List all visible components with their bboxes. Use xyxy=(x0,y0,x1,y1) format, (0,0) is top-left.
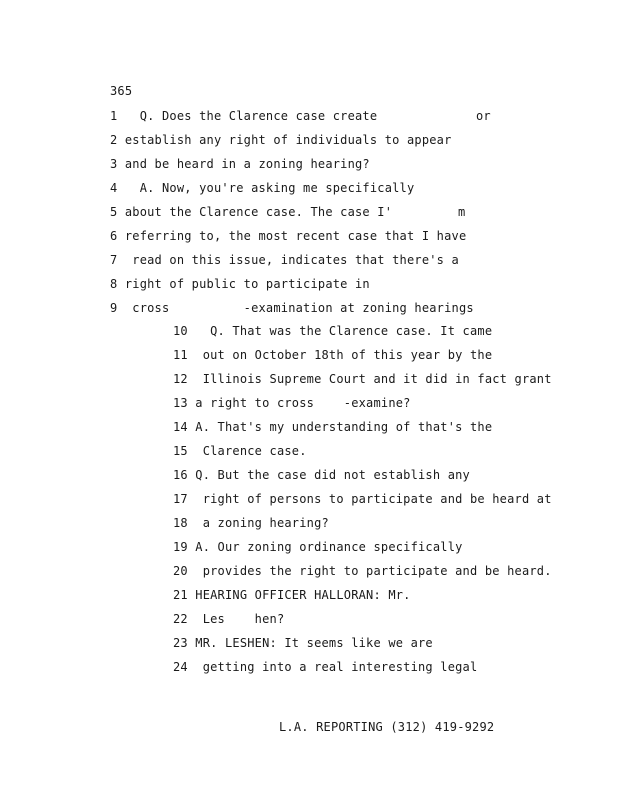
transcript-line-11: 11 out on October 18th of this year by the xyxy=(173,348,493,362)
transcript-line-16: 16 Q. But the case did not establish any xyxy=(173,468,470,482)
transcript-line-1: 1 Q. Does the Clarence case create xyxy=(110,109,378,123)
transcript-line-7: 7 read on this issue, indicates that there's a xyxy=(110,253,459,267)
transcript-line-24: 24 getting into a real interesting legal xyxy=(173,660,478,674)
transcript-line-23: 23 MR. LESHEN: It seems like we are xyxy=(173,636,433,650)
transcript-line-5: 5 about the Clarence case. The case I' xyxy=(110,205,393,219)
transcript-line-10: 10 Q. That was the Clarence case. It came xyxy=(173,324,493,338)
transcript-line-15: 15 Clarence case. xyxy=(173,444,307,458)
transcript-line-21: 21 HEARING OFFICER HALLORAN: Mr. xyxy=(173,588,411,602)
transcript-line-22: 22 Les hen? xyxy=(173,612,285,626)
transcript-line-4: 4 A. Now, you're asking me specifically xyxy=(110,181,415,195)
transcript-line-3: 3 and be heard in a zoning hearing? xyxy=(110,157,370,171)
transcript-line-18: 18 a zoning hearing? xyxy=(173,516,329,530)
transcript-line-8: 8 right of public to participate in xyxy=(110,277,370,291)
transcript-line-20: 20 provides the right to participate and be heard. xyxy=(173,564,552,578)
transcript-line-2: 2 establish any right of individuals to appear xyxy=(110,133,452,147)
transcript-line-9: 9 cross -examination at zoning hearings xyxy=(110,301,474,315)
transcript-line-1-tail: or xyxy=(476,109,491,123)
transcript-line-12: 12 Illinois Supreme Court and it did in fact grant xyxy=(173,372,552,386)
reporter-footer: L.A. REPORTING (312) 419-9292 xyxy=(279,720,495,734)
transcript-line-14: 14 A. That's my understanding of that's the xyxy=(173,420,493,434)
transcript-line-13: 13 a right to cross -examine? xyxy=(173,396,411,410)
transcript-line-17: 17 right of persons to participate and be heard at xyxy=(173,492,552,506)
transcript-line-19: 19 A. Our zoning ordinance specifically xyxy=(173,540,463,554)
transcript-line-6: 6 referring to, the most recent case that I have xyxy=(110,229,467,243)
page-number: 365 xyxy=(110,84,133,98)
transcript-line-5-tail: m xyxy=(458,205,466,219)
